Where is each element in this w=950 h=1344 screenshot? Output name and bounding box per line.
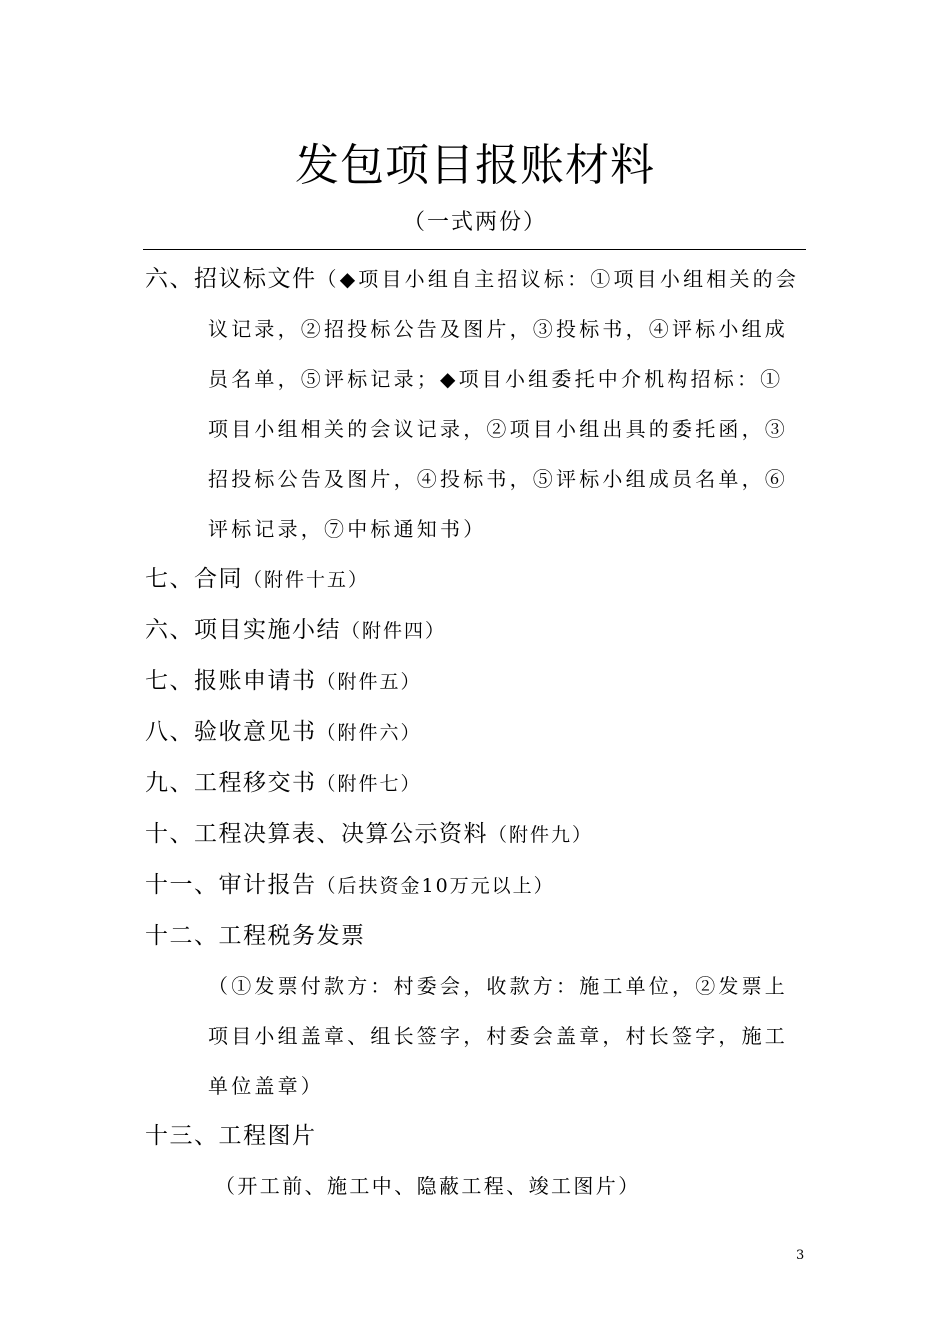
page-title: 发包项目报账材料 [295, 140, 655, 191]
item-note: （附件四） [341, 620, 447, 642]
item-label: 八、验收意见书 [145, 719, 317, 745]
item-label: 十、工程决算表、决算公示资料 [145, 821, 488, 847]
item-label: 六、招议标文件 [145, 266, 317, 292]
item-note: （附件十五） [243, 569, 370, 591]
item-label: 十一、审计报告 [145, 872, 317, 898]
item-label: 七、合同 [145, 566, 243, 592]
list-item-acceptance-opinion [145, 707, 805, 758]
list-item-final-accounts [145, 809, 805, 860]
item-label: 十二、工程税务发票 [145, 923, 366, 949]
list-item-reimbursement-application [145, 656, 805, 707]
page-number: 3 [796, 1248, 805, 1263]
list-item-tax-invoice [145, 911, 805, 961]
item-note: （附件六） [316, 722, 422, 744]
item-note-tax-invoice: （①发票付款方：村委会，收款方：施工单位，②发票上项目小组盖章、组长签字，村委会盖章，村长签字，施工单位盖章） [208, 974, 788, 1098]
item-note-project-photos: （开工前、施工中、隐蔽工程、竣工图片） [215, 1174, 641, 1198]
document-body [145, 254, 805, 1211]
item-note: （附件五） [316, 671, 422, 693]
item-note: （◆项目小组自主招议标：①项目小组相关的会议记录，②招投标公告及图片，③投标书，④评标小组成员名单，⑤评标记录；◆项目小组委托中介机构招标：①项目小组相关的会议记录，②项目小组出具的委托函，③招投标公告及图片，④投标书，⑤评标小组成员名单，⑥评标记录，⑦中标通知书） [208, 267, 800, 541]
item-label: 六、项目实施小结 [145, 617, 341, 643]
list-item-audit-report [145, 860, 805, 911]
item-note: （附件七） [316, 773, 422, 795]
list-item-project-handover [145, 758, 805, 809]
list-item-project-photos [145, 1111, 805, 1161]
item-note: （附件九） [488, 824, 594, 846]
page-subtitle: （一式两份） [402, 210, 547, 235]
item-note: （后扶资金10万元以上） [316, 875, 555, 897]
list-item-contract [145, 554, 805, 605]
item-label: 九、工程移交书 [145, 770, 317, 796]
item-label: 七、报账申请书 [145, 668, 317, 694]
item-label: 十三、工程图片 [145, 1123, 317, 1149]
title-divider [143, 249, 806, 250]
list-item-implementation-summary [145, 605, 805, 656]
list-item-bidding-documents [145, 254, 805, 554]
